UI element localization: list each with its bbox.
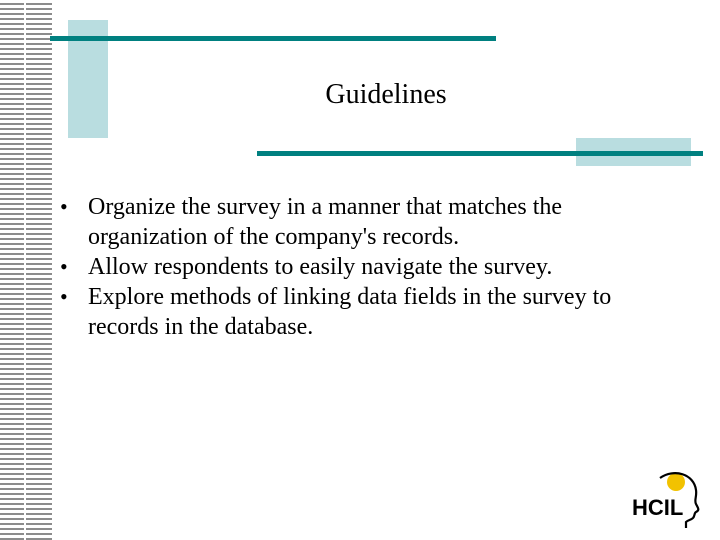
bullet-item bbox=[58, 192, 658, 252]
bullet-list bbox=[58, 192, 658, 342]
teal-bar-bottom bbox=[257, 151, 703, 156]
logo-text: HCIL bbox=[632, 495, 684, 520]
hcil-logo bbox=[630, 470, 710, 530]
bullet-text: Allow respondents to easily navigate the survey. bbox=[88, 254, 553, 280]
logo-yellow-circle bbox=[667, 473, 685, 491]
bullet-item bbox=[58, 252, 658, 282]
bullet-icon: • bbox=[60, 194, 68, 219]
bullet-text: Explore methods of linking data fields in the survey to records in the database. bbox=[88, 284, 612, 340]
bullet-text: Organize the survey in a manner that matches the organization of the company's records. bbox=[88, 194, 563, 250]
stripe-gap bbox=[24, 0, 26, 540]
teal-bar-top bbox=[50, 36, 496, 41]
head-profile-logo-icon bbox=[630, 470, 710, 530]
bullet-item bbox=[58, 282, 658, 342]
slide-title: Guidelines bbox=[325, 79, 447, 110]
left-stripe-decoration bbox=[0, 0, 52, 540]
bullet-icon: • bbox=[60, 254, 68, 279]
bullet-icon: • bbox=[60, 284, 68, 309]
